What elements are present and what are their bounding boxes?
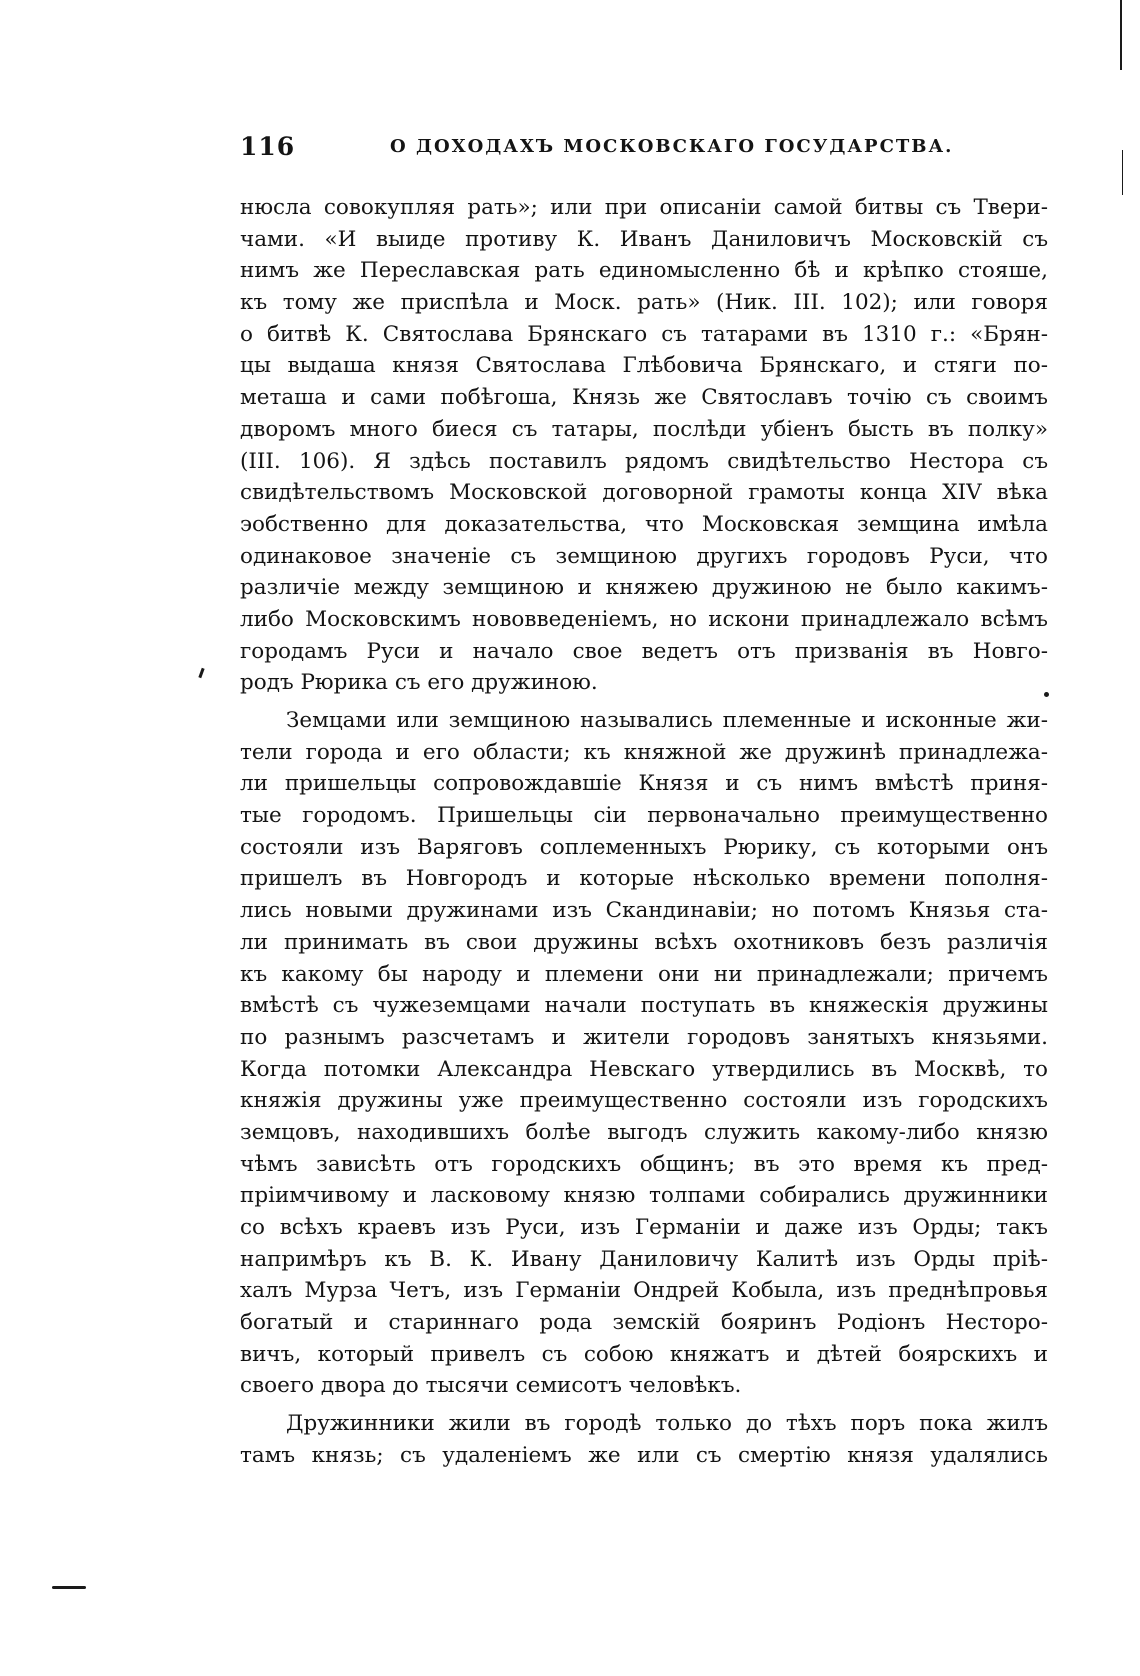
body-text xyxy=(240,192,1048,1472)
text-line: по разнымъ разсчетамъ и жители городовъ занятыхъ князьями. xyxy=(240,1024,1048,1050)
text-line: тели города и его области; къ княжной же дружинѣ принадлежа- xyxy=(240,739,1048,765)
paragraph-2 xyxy=(240,705,1048,1402)
text-line: княжія дружины уже преимущественно состояли изъ городскихъ xyxy=(240,1088,1048,1114)
text-line: (III. 106). Я здѣсь поставилъ рядомъ свидѣтельство Нестора съ xyxy=(240,448,1048,474)
text-line: лись новыми дружинами изъ Скандинавіи; но потомъ Князья ста- xyxy=(240,898,1048,924)
text-line: тые городомъ. Пришельцы сіи первоначально преимущественно xyxy=(240,803,1048,829)
scan-smudge-mark xyxy=(52,1586,86,1589)
text-line: нимъ же Переславская рать единомысленно бѣ и крѣпко стояше, xyxy=(240,258,1048,284)
text-line: своего двора до тысячи семисотъ человѣкъ. xyxy=(240,1373,742,1399)
text-line: состояли изъ Варяговъ соплеменныхъ Рюрику, съ которыми онъ xyxy=(240,834,1048,860)
text-line: вмѣстѣ съ чужеземцами начали поступать въ княжескія дружины xyxy=(240,993,1048,1019)
paragraph-1 xyxy=(240,192,1048,699)
text-line: къ тому же приспѣла и Моск. рать» (Ник. III. 102); или говоря xyxy=(240,290,1048,316)
text-line: либо Московскимъ нововведеніемъ, но искони принадлежало всѣмъ xyxy=(240,606,1048,632)
paragraph-3 xyxy=(240,1408,1048,1471)
text-line: халъ Мурза Четъ, изъ Германіи Ондрей Кобыла, изъ преднѣпровья xyxy=(240,1278,1048,1304)
text-line: со всѣхъ краевъ изъ Руси, изъ Германіи и даже изъ Орды; такъ xyxy=(240,1215,1048,1240)
page-number: 116 xyxy=(240,132,296,161)
scan-speck xyxy=(198,668,204,678)
text-line: вичъ, который привелъ съ собою княжатъ и дѣтей боярскихъ и xyxy=(240,1341,1048,1367)
text-line: нюсла совокупляя рать»; или при описаніи самой битвы съ Твери- xyxy=(240,195,1048,220)
page-header xyxy=(240,132,1050,164)
text-line: ли принимать въ свои дружины всѣхъ охотниковъ безъ различія xyxy=(240,929,1048,955)
text-line: Когда потомки Александра Невскаго утвердились въ Москвѣ, то xyxy=(240,1056,1048,1082)
text-line: напримѣръ къ В. К. Ивану Даниловичу Калитѣ изъ Орды пріѣ- xyxy=(240,1246,1048,1272)
text-line: родъ Рюрика съ его дружиною. xyxy=(240,670,598,696)
text-line: цы выдаша князя Святослава Глѣбовича Брянскаго, и стяги по- xyxy=(240,353,1048,379)
text-line: къ какому бы народу и племени они ни принадлежали; причемъ xyxy=(240,961,1048,987)
text-line: свидѣтельствомъ Московской договорной грамоты конца XIV вѣка xyxy=(240,480,1048,506)
text-line: дворомъ много биеся съ татары, послѣди убіенъ бысть въ полку» xyxy=(240,416,1048,442)
text-line: одинаковое значеніе съ земщиною другихъ городовъ Руси, что xyxy=(240,543,1048,569)
text-line: меташа и сами побѣгоша, Князь же Святославъ точію съ своимъ xyxy=(240,385,1048,411)
text-line: Дружинники жили въ городѣ только до тѣхъ поръ пока жилъ xyxy=(286,1411,1048,1437)
text-line: городамъ Руси и начало свое ведетъ отъ призванія въ Новго- xyxy=(240,638,1048,664)
text-line: чами. «И выиде противу К. Иванъ Даниловичъ Московскій съ xyxy=(240,226,1048,252)
running-title: О ДОХОДАХЪ МОСКОВСКАГО ГОСУДАРСТВА. xyxy=(390,136,954,157)
text-line: тамъ князь; съ удаленіемъ же или съ смертію князя удалялись xyxy=(240,1442,1048,1468)
text-line: чѣмъ зависѣть отъ городскихъ общинъ; въ это время къ пред- xyxy=(240,1151,1048,1177)
scan-edge-mark xyxy=(1120,0,1122,70)
text-line: о битвѣ К. Святослава Брянскаго съ татарами въ 1310 г.: «Брян- xyxy=(240,321,1048,347)
text-line: пріимчивому и ласковому князю толпами собирались дружинники xyxy=(240,1183,1048,1209)
text-line: эобственно для доказательства, что Московская земщина имѣла xyxy=(240,511,1048,537)
text-line: земцовъ, находившихъ болѣе выгодъ служить какому-либо князю xyxy=(240,1119,1048,1145)
text-line: ли пришельцы сопровождавшіе Князя и съ нимъ вмѣстѣ приня- xyxy=(240,771,1048,797)
text-line: Земцами или земщиною назывались племенные и исконные жи- xyxy=(286,708,1048,733)
text-line: различіе между земщиною и княжею дружиною не было какимъ- xyxy=(240,575,1048,601)
scan-edge-mark xyxy=(1122,150,1123,195)
text-line: пришелъ въ Новгородъ и которые нѣсколько времени пополня- xyxy=(240,866,1048,892)
text-line: богатый и стариннаго рода земскій бояринъ Родіонъ Несторо- xyxy=(240,1310,1048,1336)
